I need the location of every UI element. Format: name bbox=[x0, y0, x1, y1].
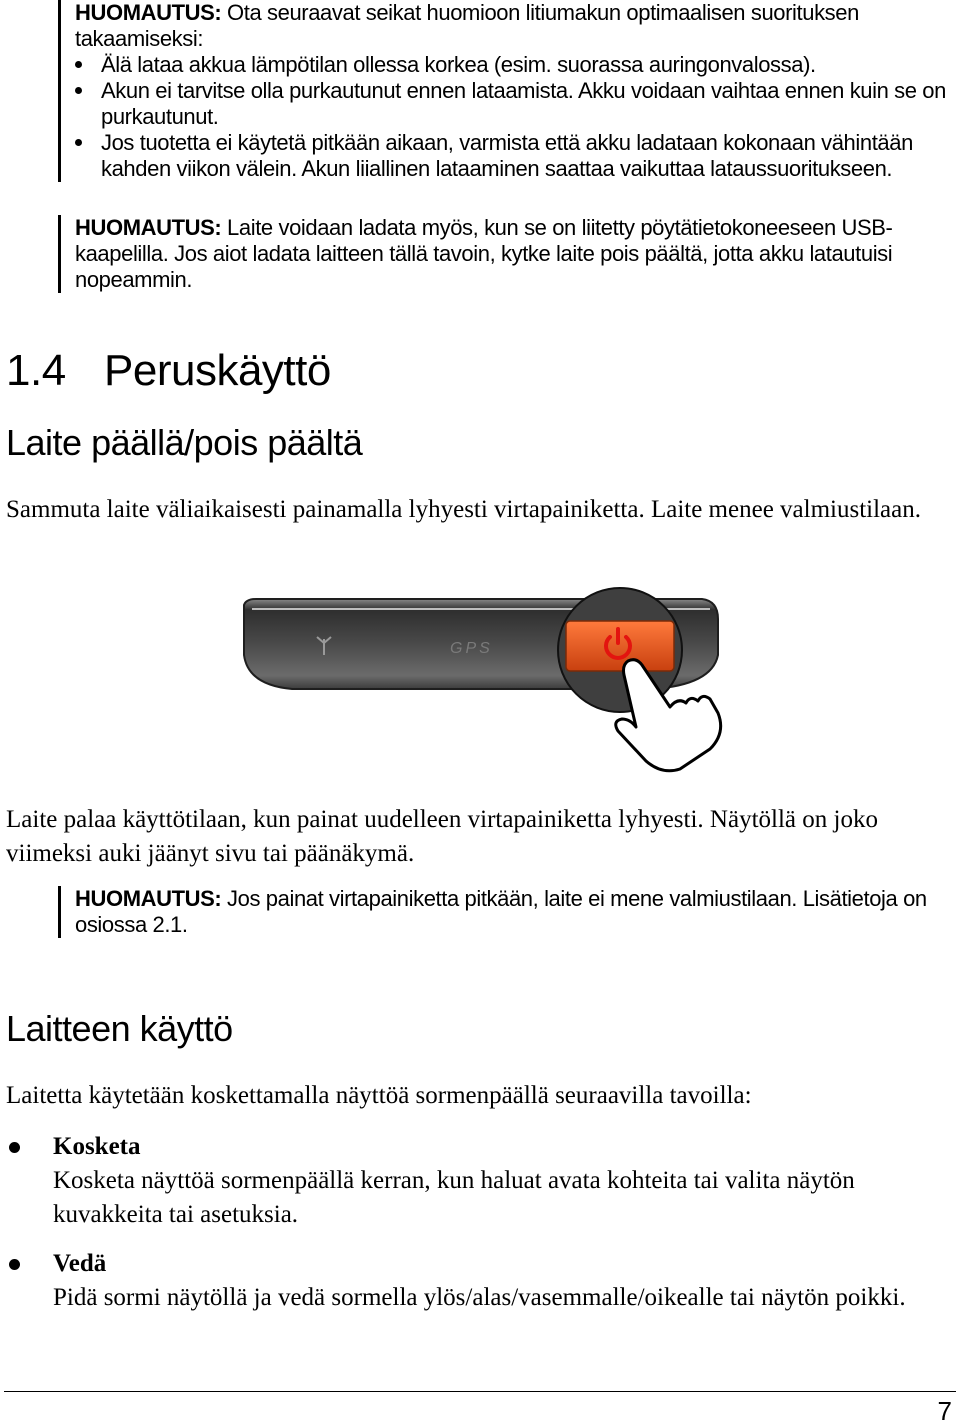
note-label: HUOMAUTUS: bbox=[75, 215, 222, 240]
note-label: HUOMAUTUS: bbox=[75, 886, 222, 911]
section-title: Peruskäyttö bbox=[104, 346, 331, 395]
power-paragraph-1: Sammuta laite väliaikaisesti painamalla lyhyesti virtapainiketta. Laite menee valmiustilaan. bbox=[6, 496, 921, 523]
usage-desc: Pidä sormi näytöllä ja vedä sormella ylös/alas/vasemmalle/oikealle tai näytön poikki. bbox=[53, 1284, 906, 1311]
section-number: 1.4 bbox=[6, 346, 66, 395]
power-heading: Laite päällä/pois päältä bbox=[6, 422, 363, 463]
note-usb-text: Laite voidaan ladata myös, kun se on liitetty pöytätietokoneeseen USB-kaapelilla. Jos aiot ladata laitteen tällä tavoin, kytke laite pois päältä, jotta akku latautuisi nopeammin. bbox=[75, 215, 893, 292]
usage-desc: Kosketa näyttöä sormenpäällä kerran, kun haluat avata kohteita tai valita näytön kuvakkeita tai asetuksia. bbox=[53, 1167, 855, 1228]
usage-list bbox=[6, 1130, 951, 1330]
note-battery-intro bbox=[75, 0, 955, 52]
list-item: Älä lataa akkua lämpötilan ollessa korkea (esim. suorassa auringonvalossa). bbox=[75, 52, 955, 78]
usage-intro: Laitetta käytetään koskettamalla näyttöä sormenpäällä seuraavilla tavoilla: bbox=[6, 1082, 752, 1109]
device-power-button-illustration bbox=[232, 585, 732, 775]
usage-term: Kosketa bbox=[53, 1133, 141, 1160]
note-intro-text: Ota seuraavat seikat huomioon litiumakun optimaalisen suorituksen takaamiseksi: bbox=[75, 0, 859, 51]
note-usb-charging bbox=[58, 215, 935, 293]
list-item bbox=[6, 1130, 951, 1232]
list-item: Akun ei tarvitse olla purkautunut ennen lataamista. Akku voidaan vaihtaa ennen kuin se on purkautunut. bbox=[75, 78, 955, 130]
usage-heading: Laitteen käyttö bbox=[6, 1008, 233, 1049]
section-heading bbox=[6, 346, 331, 396]
note-long-press bbox=[58, 886, 955, 938]
footer-divider bbox=[4, 1391, 956, 1392]
note-long-press-text: Jos painat virtapainiketta pitkään, laite ei mene valmiustilaan. Lisätietoja on osiossa 2.1. bbox=[75, 886, 927, 937]
note-label: HUOMAUTUS: bbox=[75, 0, 222, 25]
note-battery-list bbox=[75, 52, 955, 182]
device-gps-label: GPS bbox=[450, 640, 493, 657]
list-item: Jos tuotetta ei käytetä pitkään aikaan, varmista että akku ladataan kokonaan vähintään kahden viikon välein. Akun liiallinen lataaminen saattaa vaikuttaa lataussuoritukseen. bbox=[75, 130, 955, 182]
page-number: 7 bbox=[937, 1396, 952, 1426]
usage-term: Vedä bbox=[53, 1250, 107, 1277]
list-item bbox=[6, 1247, 951, 1315]
power-paragraph-2: Laite palaa käyttötilaan, kun painat uudelleen virtapainiketta lyhyesti. Näytöllä on joko viimeksi auki jäänyt sivu tai päänäkymä. bbox=[6, 806, 878, 867]
power-button bbox=[566, 621, 674, 671]
note-battery bbox=[58, 0, 955, 182]
